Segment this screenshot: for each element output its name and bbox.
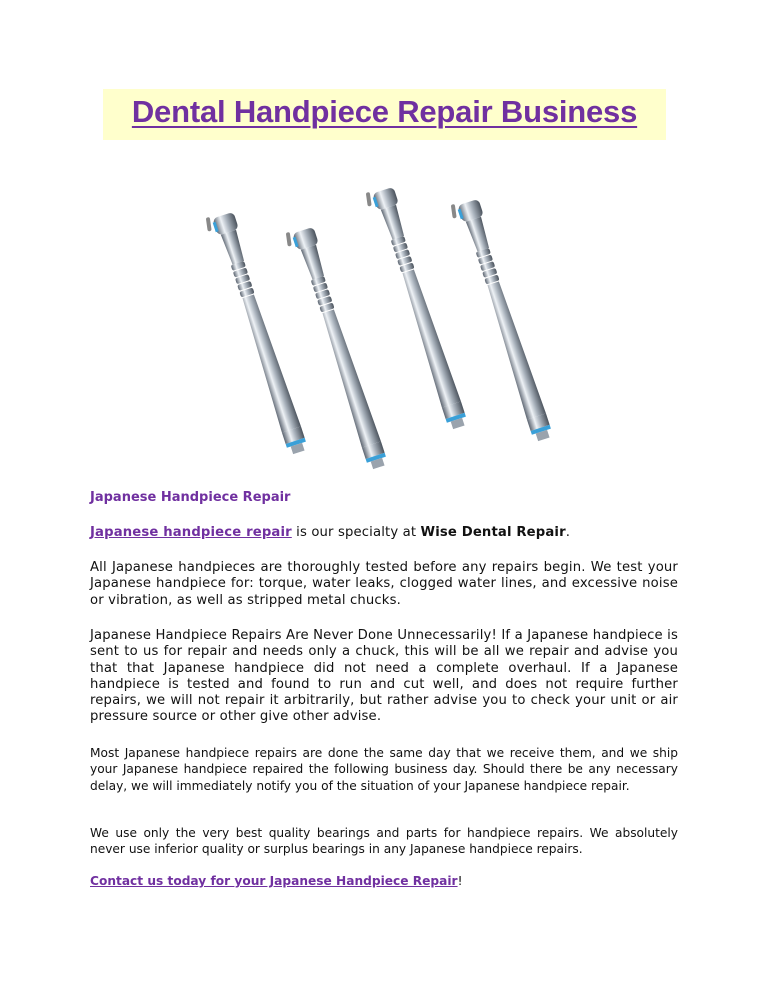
intro-paragraph [90, 525, 678, 541]
intro-text: is our specialty at [291, 525, 421, 540]
paragraph-testing: All Japanese handpieces are thoroughly tested before any repairs begin. We test your Japanese handpiece for: torque, water leaks, clogged water lines, and excessive noise or vibration, as well as stripped metal chucks. [90, 560, 678, 608]
handpiece-1 [203, 209, 310, 458]
contact-link[interactable]: Contact us today for your Japanese Handpiece Repair [90, 874, 458, 888]
page-title: Dental Handpiece Repair Business [131, 94, 638, 129]
paragraph-same-day: Most Japanese handpiece repairs are done the same day that we receive them, and we ship your Japanese handpiece repaired the following business day. Should there be any necessary delay, we will immediately notify you of the situation of your Japanese handpiece repair. [90, 746, 678, 793]
paragraph-bearings: We use only the very best quality bearings and parts for handpiece repairs. We absolutely never use inferior quality or surplus bearings in any Japanese handpiece repairs. [90, 826, 678, 857]
contact-end: ! [457, 874, 463, 888]
handpiece-3 [363, 184, 470, 433]
dental-handpieces-image [180, 180, 600, 470]
section-heading: Japanese Handpiece Repair [90, 490, 291, 505]
paragraph-never-unnecessary: Japanese Handpiece Repairs Are Never Done Unnecessarily! If a Japanese handpiece is sent to us for repair and needs only a chuck, this will be all we repair and advise you that that Japanese handpiece did not need a complete overhaul. If a Japanese handpiece is tested and found to run and cut well, and does not require further repairs, we will not repair it arbitrarily, but rather advise you to check your unit or air pressure source or other give other advise. [90, 628, 678, 725]
intro-end: . [565, 525, 571, 540]
company-name: Wise Dental Repair [420, 525, 566, 540]
handpiece-4 [448, 196, 555, 445]
japanese-handpiece-repair-link[interactable]: Japanese handpiece repair [90, 525, 292, 540]
contact-paragraph [90, 873, 678, 889]
